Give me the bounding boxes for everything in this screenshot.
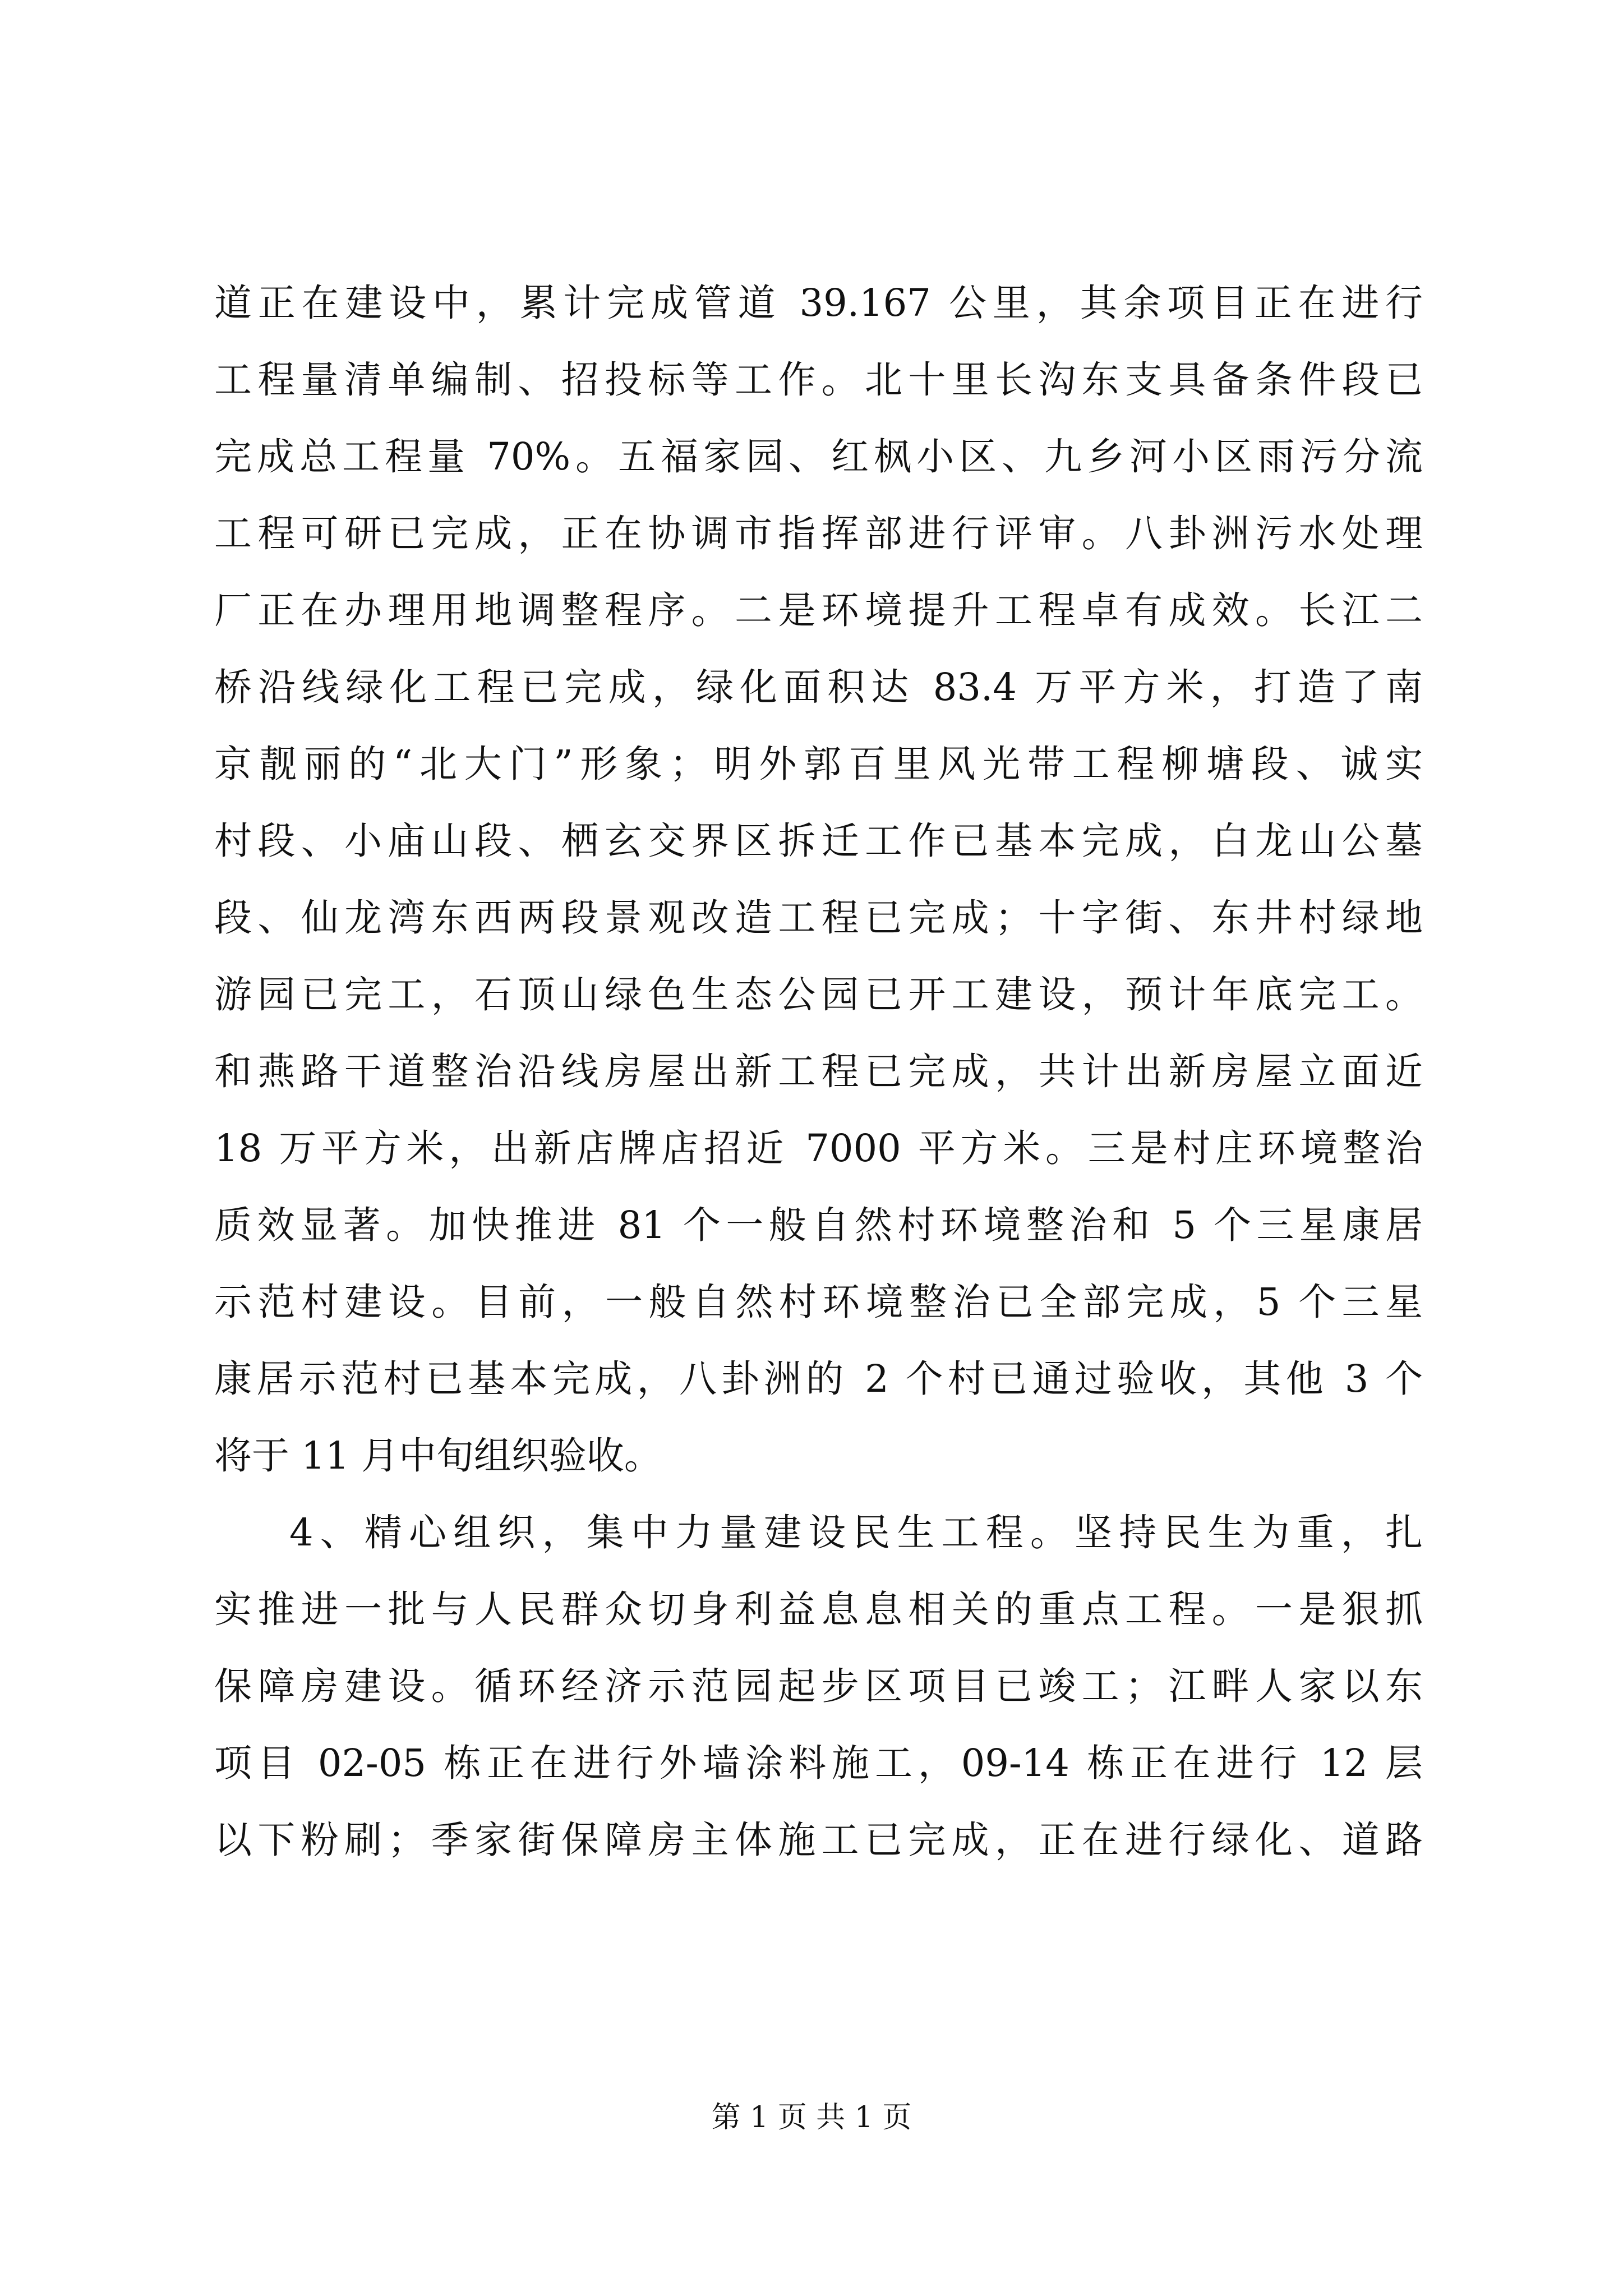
text-line: 以下粉刷；季家街保障房主体施工已完成，正在进行绿化、道路 <box>214 1818 1423 1862</box>
text-line: 桥沿线绿化工程已完成，绿化面积达 83.4 万平方米，打造了南 <box>214 665 1423 709</box>
text-line: 保障房建设。循环经济示范园起步区项目已竣工；江畔人家以东 <box>214 1664 1423 1708</box>
document-body <box>214 265 1423 1879</box>
text-line: 和燕路干道整治沿线房屋出新工程已完成，共计出新房屋立面近 <box>214 1050 1423 1093</box>
text-line: 实推进一批与人民群众切身利益息息相关的重点工程。一是狠抓 <box>214 1588 1423 1631</box>
text-line: 工程量清单编制、招投标等工作。北十里长沟东支具备条件段已 <box>214 358 1423 402</box>
text-line: 完成总工程量 70%。五福家园、红枫小区、九乡河小区雨污分流 <box>214 435 1423 478</box>
text-line: 质效显著。加快推进 81 个一般自然村环境整治和 5 个三星康居 <box>214 1203 1423 1247</box>
text-line: 康居示范村已基本完成，八卦洲的 2 个村已通过验收，其他 3 个 <box>214 1357 1423 1401</box>
paragraph-start-line: 4、精心组织，集中力量建设民生工程。坚持民生为重，扎 <box>289 1511 1423 1554</box>
text-line: 项目 02-05 栋正在进行外墙涂料施工，09-14 栋正在进行 12 层 <box>214 1741 1423 1785</box>
text-line: 厂正在办理用地调整程序。二是环境提升工程卓有成效。长江二 <box>214 588 1423 632</box>
text-line: 工程可研已完成，正在协调市指挥部进行评审。八卦洲污水处理 <box>214 512 1423 555</box>
text-line: 游园已完工，石顶山绿色生态公园已开工建设，预计年底完工。 <box>214 973 1423 1016</box>
paragraph-end-line: 将于 11 月中旬组织验收。 <box>214 1434 662 1478</box>
text-line: 京靓丽的“北大门”形象；明外郭百里风光带工程柳塘段、诚实 <box>214 742 1423 786</box>
page-number-label: 第 1 页 共 1 页 <box>711 2101 912 2134</box>
text-line: 示范村建设。目前，一般自然村环境整治已全部完成，5 个三星 <box>214 1280 1423 1324</box>
page-footer <box>0 2098 1623 2137</box>
text-line: 18 万平方米，出新店牌店招近 7000 平方米。三是村庄环境整治 <box>214 1126 1423 1170</box>
text-line: 村段、小庙山段、栖玄交界区拆迁工作已基本完成，白龙山公墓 <box>214 819 1423 863</box>
text-line: 道正在建设中，累计完成管道 39.167 公里，其余项目正在进行 <box>214 281 1423 325</box>
text-line: 段、仙龙湾东西两段景观改造工程已完成；十字街、东井村绿地 <box>214 896 1423 940</box>
